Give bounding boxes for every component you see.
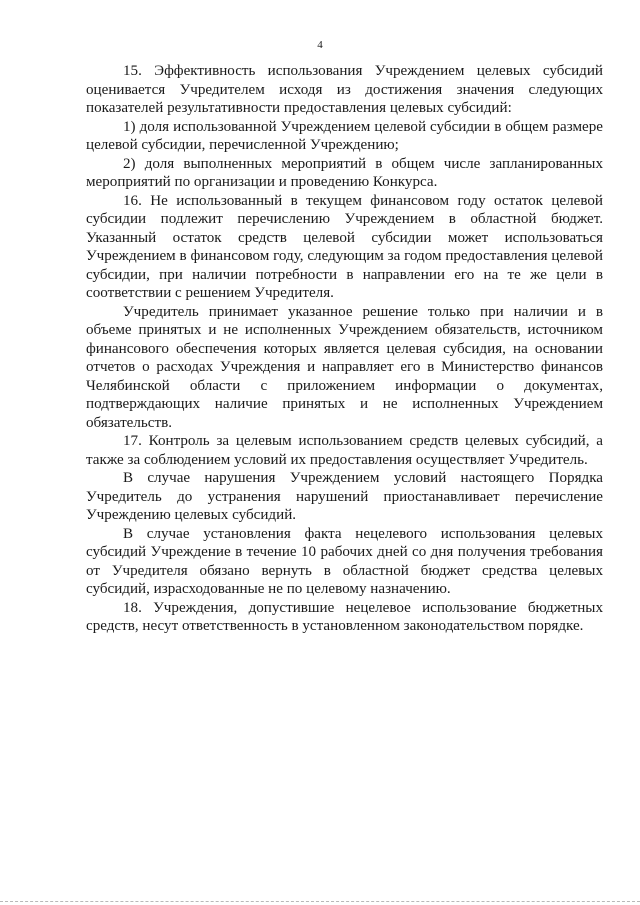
paragraph-15-item-2: 2) доля выполненных мероприятий в общем числе запланированных мероприятий по организации и проведению Конкурса. xyxy=(86,155,603,190)
paragraph-16-decision: Учредитель принимает указанное решение только при наличии и в объеме принятых и не исполненных Учреждением обязательств, источником финансового обеспечения которых является целевая субсидия, на основании отчетов о расходах Учреждения и направляет его в Министерство финансов Челябинской области с приложением информации о документах, подтверждающих наличие принятых и не исполненных Учреждением обязательств. xyxy=(86,303,603,431)
page-number: 4 xyxy=(317,39,323,51)
paragraph-17: 17. Контроль за целевым использованием средств целевых субсидий, а также за соблюдением условий их предоставления осуществляет Учредитель. xyxy=(86,433,603,468)
paragraph-15: 15. Эффективность использования Учреждением целевых субсидий оценивается Учредителем исходя из достижения значения следующих показателей результативности предоставления целевых субсидий: xyxy=(86,63,603,116)
paragraph-17-misuse: В случае установления факта нецелевого использования целевых субсидий Учреждение в течение 10 рабочих дней со дня получения требования от Учредителя обязано вернуть в областной бюджет средства целевых субсидий, израсходованные не по целевому назначению. xyxy=(86,525,603,597)
paragraph-15-item-1: 1) доля использованной Учреждением целевой субсидии в общем размере целевой субсидии, перечисленной Учреждению; xyxy=(86,118,603,153)
document-body xyxy=(86,62,603,636)
paragraph-16: 16. Не использованный в текущем финансовом году остаток целевой субсидии подлежит перечислению Учреждением в областной бюджет. Указанный остаток средств целевой субсидии может использоваться Учреждением в финансовом году, следующим за годом предоставления целевой субсидии, при наличии потребности в направлении его на те же цели в соответствии с решением Учредителя. xyxy=(86,192,603,301)
paragraph-17-violation: В случае нарушения Учреждением условий настоящего Порядка Учредитель до устранения нарушений приостанавливает перечисление Учреждению целевых субсидий. xyxy=(86,470,603,523)
page-bottom-edge xyxy=(0,901,640,902)
paragraph-18: 18. Учреждения, допустившие нецелевое использование бюджетных средств, несут ответственность в установленном законодательством порядке. xyxy=(86,599,603,634)
